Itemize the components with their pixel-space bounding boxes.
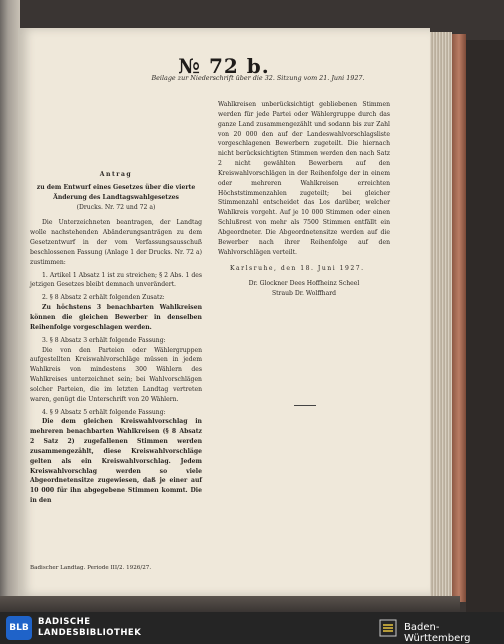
paragraph: (Drucks. Nr. 72 und 72 a) bbox=[76, 203, 156, 211]
paragraph: Die Unterzeichneten beantragen, der Landtag wolle nachstehenden Abänderungsanträgen zu dem Gesetzentwurf in der vom Verfassungsausschuß beschlossenen Fassung (Anlage 1 der Drucks. Nr. 72 a) zustimmen: bbox=[30, 219, 202, 266]
paragraph: zu dem Entwurf eines Gesetzes über die vierte Änderung des Landtagswahlgesetzes bbox=[36, 183, 196, 201]
blb-name[interactable] bbox=[38, 617, 141, 639]
book-bottom-edge bbox=[0, 596, 460, 612]
signatories-line-2: Straub Dr. Wolffhard bbox=[271, 290, 337, 298]
blb-name-line-1: BADISCHE bbox=[38, 617, 91, 627]
paragraph: Wahlkreisen unberücksichtigt gebliebenen Stimmen werden für jede Partei oder Wählergruppe durch das ganze Land zusammengezählt und sodann bis zur Zahl von 20 000 den auf der Landeswahlvorschlagsliste vorgeschlagenen Bewerbern zugeteilt. Die hiernach nicht berücksichtigten Stimmen werden den nach Satz 2 nicht gewählten Bewerbern auf den Kreiswahlvorschlägen in der Reihenfolge der in einem oder mehreren Wahlkreisen erreichten Höchststimmenzahlen zugeteilt; bei gleicher Stimmenzahl entscheidet das Los darüber, welcher Wahlkreis vorgeht. Auf je 10 000 Stimmen oder einen Schlußrest von mehr als 7500 Stimmen entfällt ein Abgeordneter. Die Abgeordnetensitze werden auf die Bewerber nach ihrer Reihenfolge auf den Wahlvorschlägen verteilt. bbox=[218, 101, 390, 256]
document-subtitle: Beilage zur Niederschrift über die 32. Sitzung vom 21. Juni 1927. bbox=[151, 74, 365, 82]
signatories-line-1: Dr. Glockner Dees Hoffheinz Scheel bbox=[248, 280, 360, 288]
footer-note: Badischer Landtag. Periode III/2. 1926/27. bbox=[30, 565, 152, 571]
book-cover-edge bbox=[452, 34, 466, 602]
paragraph: 2. § 8 Absatz 2 erhält folgenden Zusatz: bbox=[42, 294, 165, 302]
document-number: № 72 b. bbox=[178, 54, 270, 78]
branding-bar bbox=[0, 612, 504, 644]
paragraph: 1. Artikel 1 Absatz 1 ist zu streichen; § 2 Abs. 1 des jetzigen Gesetzes bleibt demnach unverändert. bbox=[30, 271, 202, 289]
paragraph: Die von den Parteien oder Wählergruppen aufgestellten Kreiswahlvorschläge müssen in jedem Wahlkreis von mindestens 300 Wählern des Wahlkreises unterzeichnet sein; bei Wahlvorschlägen solcher Parteien, die im letzten Landtag vertreten waren, genügt die Unterschrift von 20 Wählern. bbox=[30, 346, 202, 403]
paragraph: 4. § 9 Absatz 5 erhält folgende Fassung: bbox=[42, 408, 166, 416]
blb-logo[interactable]: BLB bbox=[6, 616, 32, 640]
end-rule bbox=[294, 405, 316, 406]
left-column bbox=[30, 164, 202, 506]
bw-coat-of-arms-icon bbox=[378, 618, 398, 638]
bw-name[interactable]: Baden-Württemberg bbox=[404, 622, 471, 644]
paragraph: Karlsruhe, den 18. Juni 1927. bbox=[230, 264, 365, 272]
background-right bbox=[466, 40, 504, 612]
book-left-edge bbox=[0, 0, 20, 612]
paragraph: Zu höchstens 3 benachbarten Wahlkreisen können die gleichen Bewerber in denselben Reihenfolge vorgeschlagen werden. bbox=[30, 304, 202, 331]
right-column bbox=[218, 100, 390, 299]
paragraph: Die dem gleichen Kreiswahlvorschlag in mehreren benachbarten Wahlkreisen (§ 8 Absatz 2 Satz 2) zugefallenen Stimmen werden zusammengezählt, diese Kreiswahlvorschläge gelten als ein Kreiswahlvorschlag. Jedem Kreiswahlvorschlag werden so viele Abgeordnetensitze zugewiesen, daß je einer auf 10 000 für ihn abgegebene Stimmen kommt. Die in den bbox=[30, 418, 202, 505]
page-stack-edge bbox=[430, 32, 452, 602]
blb-name-line-2: LANDESBIBLIOTHEK bbox=[38, 628, 142, 638]
document-page bbox=[18, 28, 430, 596]
paragraph: 3. § 8 Absatz 3 erhält folgende Fassung: bbox=[42, 336, 166, 344]
paragraph: Antrag bbox=[99, 171, 133, 178]
